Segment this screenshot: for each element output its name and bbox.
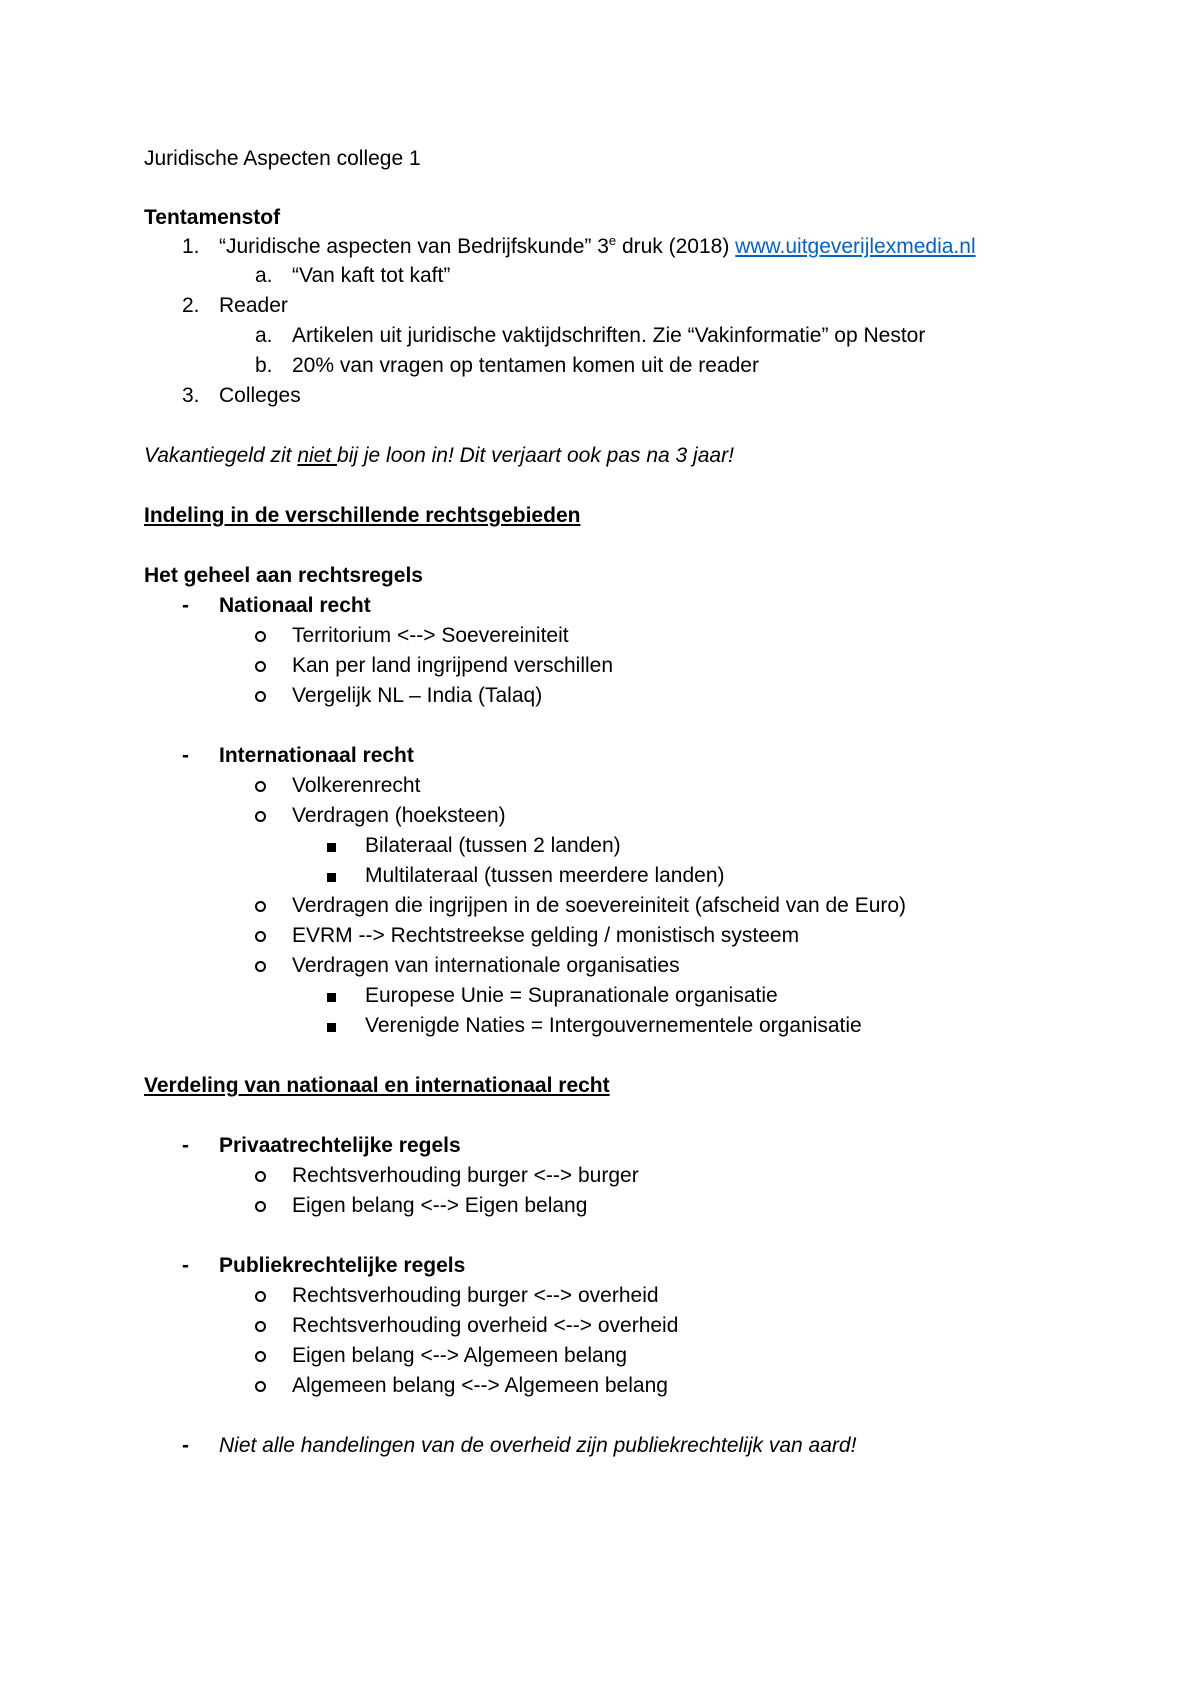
list-subitem: Rechtsverhouding burger <--> burger [292,1164,639,1187]
list-subitem: Verdragen die ingrijpen in de soevereiniteit (afscheid van de Euro) [292,894,907,917]
list-subsubitem: Europese Unie = Supranationale organisatie [365,984,778,1007]
note-text: bij je loon in! Dit verjaart ook pas na 3 jaar! [337,444,734,467]
square-bullet-icon [327,983,336,1009]
list-subitem: Rechtsverhouding overheid <--> overheid [292,1314,679,1337]
document-title: Juridische Aspecten college 1 [144,147,421,170]
circle-bullet-icon [255,923,266,949]
note-emphasis: niet [297,444,338,467]
circle-bullet-icon [255,623,266,649]
nationaal-heading: Nationaal recht [219,594,371,617]
privaat-heading: Privaatrechtelijke regels [219,1134,461,1157]
dash-bullet: - [182,1134,189,1157]
list-subitem: Artikelen uit juridische vaktijdschriften. Zie “Vakinformatie” op Nestor [292,324,926,347]
dash-bullet: - [182,594,189,617]
list-item-reader: Reader [219,294,288,317]
vakantiegeld-note [144,443,734,469]
circle-bullet-icon [255,1313,266,1339]
square-bullet-icon [327,1013,336,1039]
dash-bullet: - [182,744,189,767]
publisher-link[interactable]: www.uitgeverijlexmedia.nl [735,235,976,258]
circle-bullet-icon [255,803,266,829]
list-subitem: Eigen belang <--> Eigen belang [292,1194,588,1217]
list-item-book [219,234,976,260]
dash-bullet: - [182,1254,189,1277]
list-subitem: Vergelijk NL – India (Talaq) [292,684,543,707]
circle-bullet-icon [255,1343,266,1369]
circle-bullet-icon [255,653,266,679]
list-subitem: Territorium <--> Soevereiniteit [292,624,569,647]
list-subitem: “Van kaft tot kaft” [292,264,451,287]
list-marker: 1. [182,235,200,258]
list-marker: 2. [182,294,200,317]
square-bullet-icon [327,863,336,889]
circle-bullet-icon [255,1163,266,1189]
circle-bullet-icon [255,1193,266,1219]
section-heading: Verdeling van nationaal en internationaal recht [144,1074,610,1097]
circle-bullet-icon [255,773,266,799]
list-subitem: Kan per land ingrijpend verschillen [292,654,614,677]
dash-bullet: - [182,1434,189,1457]
list-marker: a. [255,264,273,287]
list-subitem: Verdragen van internationale organisaties [292,954,680,977]
list-subitem: Volkerenrecht [292,774,421,797]
circle-bullet-icon [255,953,266,979]
square-bullet-icon [327,833,336,859]
list-subitem: 20% van vragen op tentamen komen uit de reader [292,354,759,377]
tentamenstof-heading: Tentamenstof [144,206,281,229]
list-item-colleges: Colleges [219,384,301,407]
list-subsubitem: Bilateraal (tussen 2 landen) [365,834,621,857]
edition-superscript: e [608,233,617,248]
publiek-heading: Publiekrechtelijke regels [219,1254,466,1277]
circle-bullet-icon [255,1283,266,1309]
subsection-heading: Het geheel aan rechtsregels [144,564,423,587]
note-text: Vakantiegeld zit [144,444,298,467]
list-subitem: Algemeen belang <--> Algemeen belang [292,1374,668,1397]
list-subsubitem: Verenigde Naties = Intergouvernementele organisatie [365,1014,862,1037]
internationaal-heading: Internationaal recht [219,744,414,767]
section-heading: Indeling in de verschillende rechtsgebieden [144,504,581,527]
list-subitem: EVRM --> Rechtstreekse gelding / monistisch systeem [292,924,800,947]
list-subitem: Eigen belang <--> Algemeen belang [292,1344,628,1367]
final-note: Niet alle handelingen van de overheid zijn publiekrechtelijk van aard! [219,1434,857,1457]
book-edition-text: druk (2018) [616,235,736,258]
circle-bullet-icon [255,1373,266,1399]
list-marker: 3. [182,384,200,407]
list-marker: b. [255,354,273,377]
list-subitem: Verdragen (hoeksteen) [292,804,506,827]
list-marker: a. [255,324,273,347]
book-title-text: “Juridische aspecten van Bedrijfskunde” 3 [219,235,609,258]
list-subsubitem: Multilateraal (tussen meerdere landen) [365,864,725,887]
circle-bullet-icon [255,893,266,919]
list-subitem: Rechtsverhouding burger <--> overheid [292,1284,659,1307]
circle-bullet-icon [255,683,266,709]
